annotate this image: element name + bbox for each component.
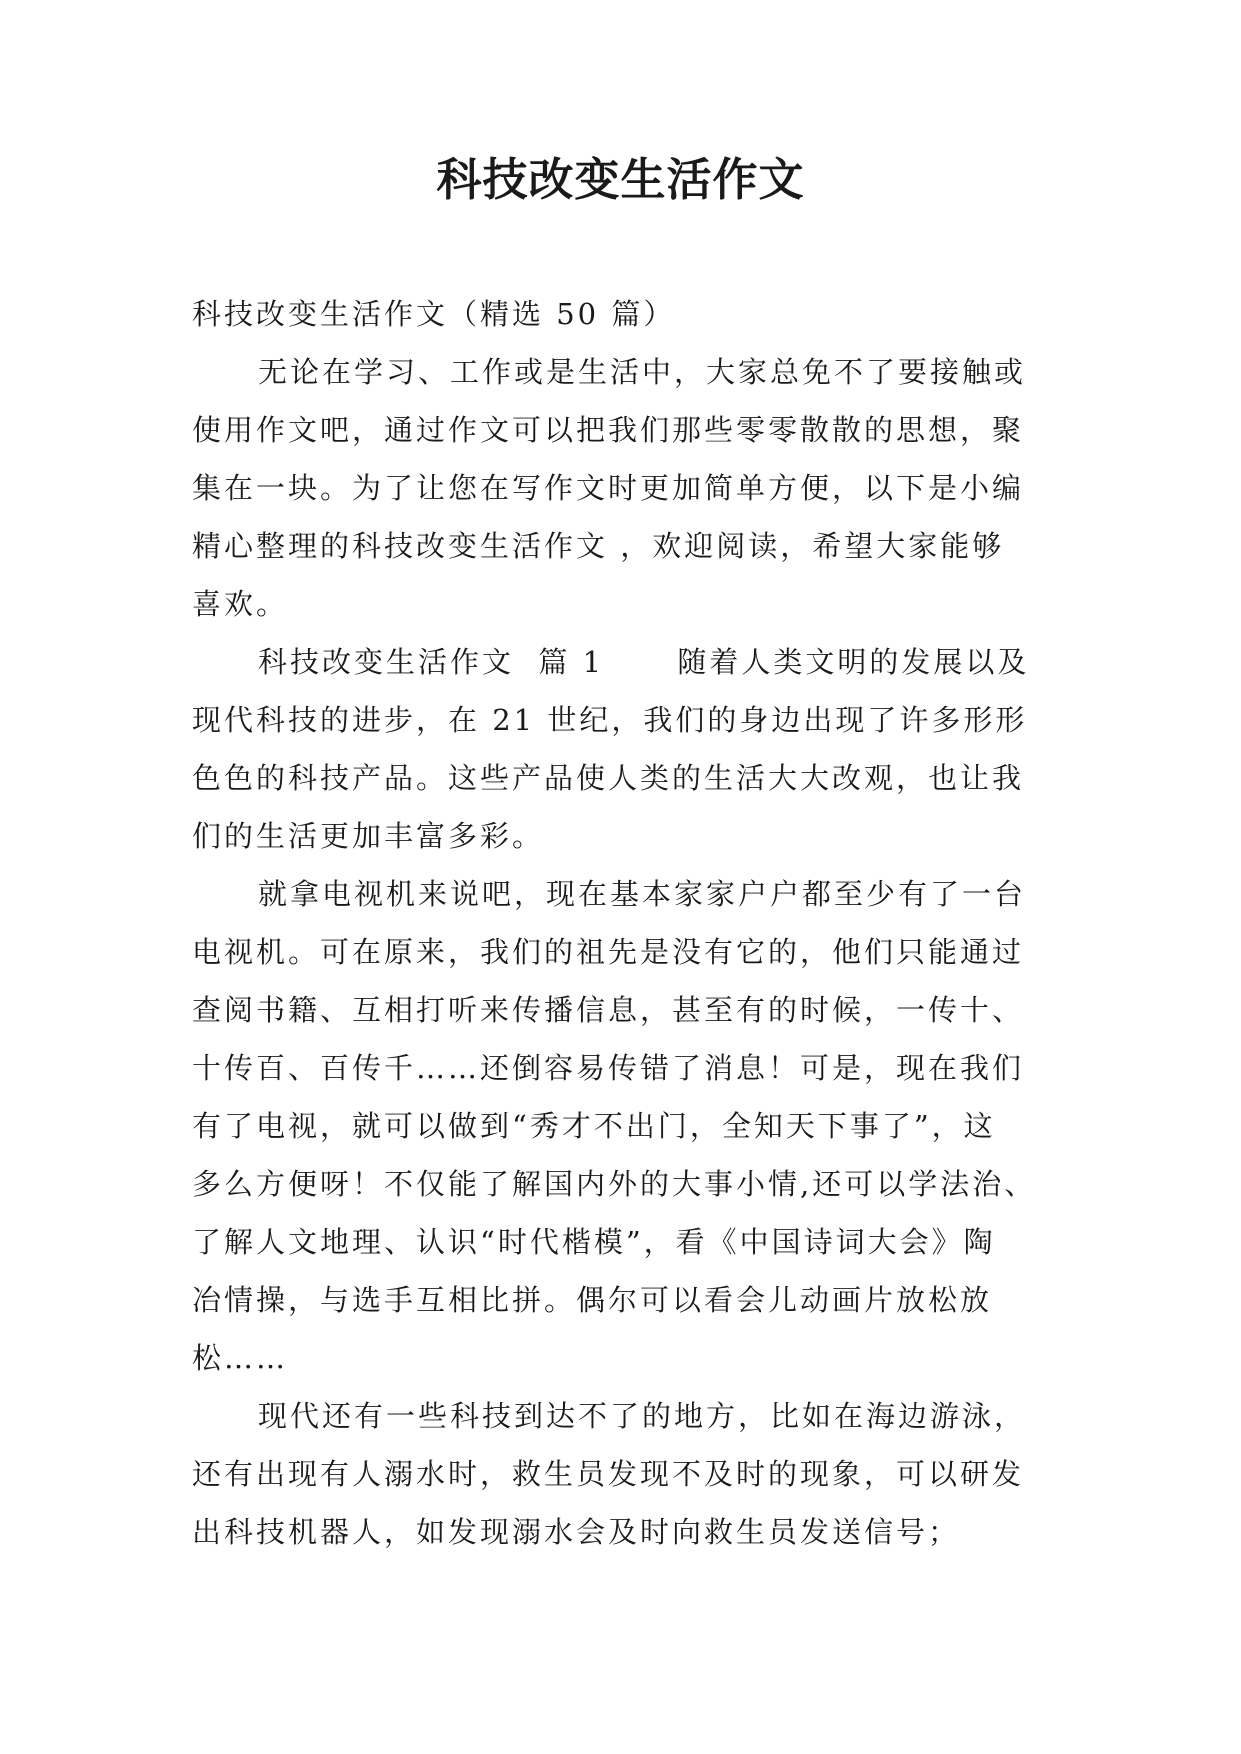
paragraph-3-line-1: 现代还有一些科技到达不了的地方，比如在海边游泳， [258,1399,1027,1433]
paragraph-2-line-5: 有了电视，就可以做到“秀才不出门，全知天下事了”，这 [192,1109,996,1143]
paragraph-1-line-4: 们的生活更加丰富多彩。 [192,819,545,853]
paragraph-intro-line-5: 喜欢。 [192,587,289,621]
paragraph-1-line-1: 科技改变生活作文 篇 1 随着人类文明的发展以及 [258,645,1030,679]
document-title: 科技改变生活作文 [436,153,805,206]
paragraph-2-line-8: 冶情操，与选手互相比拼。偶尔可以看会儿动画片放松放 [192,1283,993,1317]
paragraph-intro-line-1: 无论在学习、工作或是生活中，大家总免不了要接触或 [258,355,1027,389]
paragraph-2-line-7: 了解人文地理、认识“时代楷模”，看《中国诗词大会》陶 [192,1225,996,1259]
paragraph-2-line-3: 查阅书籍、互相打听来传播信息，甚至有的时候，一传十、 [192,993,1025,1027]
paragraph-intro-line-4: 精心整理的科技改变生活作文 ，欢迎阅读，希望大家能够 [192,529,1005,563]
subtitle-line: 科技改变生活作文（精选 50 篇） [192,297,676,331]
paragraph-2-line-1: 就拿电视机来说吧，现在基本家家户户都至少有了一台 [258,877,1027,911]
paragraph-2-line-6: 多么方便呀！不仅能了解国内外的大事小情,还可以学法治、 [192,1167,1037,1201]
paragraph-3-line-2: 还有出现有人溺水时，救生员发现不及时的现象，可以研发 [192,1457,1025,1491]
paragraph-intro-line-2: 使用作文吧，通过作文可以把我们那些零零散散的思想，聚 [192,413,1025,447]
paragraph-3-line-3: 出科技机器人，如发现溺水会及时向救生员发送信号； [192,1515,961,1549]
document-body [192,285,1052,1561]
paragraph-2-line-9: 松…… [192,1341,289,1375]
paragraph-1-line-2: 现代科技的进步，在 21 世纪，我们的身边出现了许多形形 [192,703,1028,737]
paragraph-1-line-3: 色色的科技产品。这些产品使人类的生活大大改观，也让我 [192,761,1025,795]
paragraph-intro-line-3: 集在一块。为了让您在写作文时更加简单方便，以下是小编 [192,471,1025,505]
paragraph-2-line-4: 十传百、百传千……还倒容易传错了消息！可是，现在我们 [192,1051,1025,1085]
paragraph-2-line-2: 电视机。可在原来，我们的祖先是没有它的，他们只能通过 [192,935,1025,969]
